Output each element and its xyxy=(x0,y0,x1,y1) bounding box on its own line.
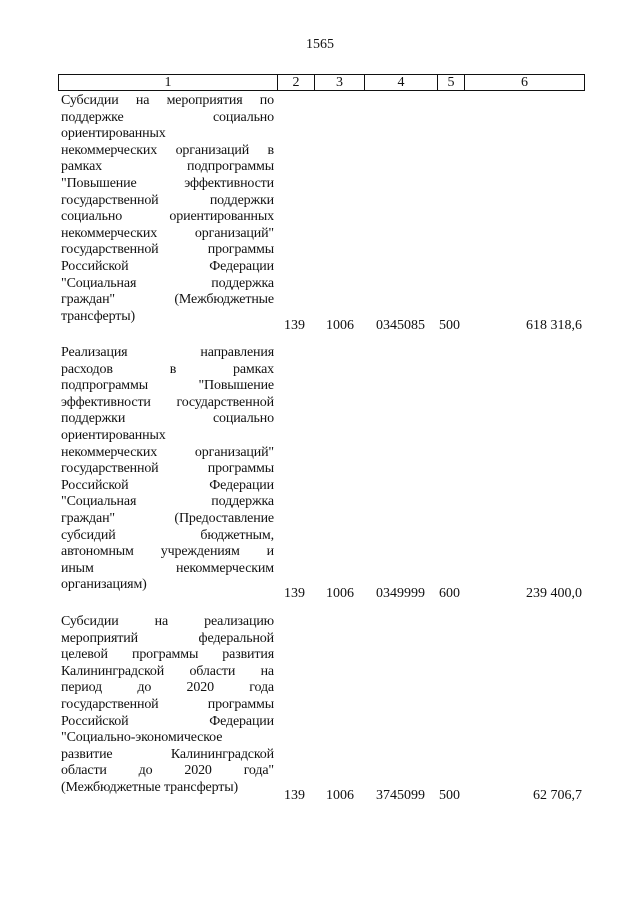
description-line: Субсидии на мероприятия по xyxy=(61,93,274,108)
description-line: "Социальная поддержка xyxy=(61,494,274,510)
description-line: "Повышение эффективности xyxy=(61,175,274,191)
description-line: некоммерческих организаций" xyxy=(61,444,274,460)
cell-col-2: 139 xyxy=(284,318,305,333)
cell-col-2: 139 xyxy=(284,586,305,601)
row-description xyxy=(61,93,274,325)
header-col-1: 1 xyxy=(59,75,278,90)
row-description xyxy=(61,345,274,594)
cell-col-3: 1006 xyxy=(326,788,354,803)
description-line: поддержке социально xyxy=(61,109,274,125)
description-line: расходов в рамках xyxy=(61,361,274,377)
header-col-2: 2 xyxy=(278,75,315,90)
row-description xyxy=(61,614,274,797)
description-line: государственной программы xyxy=(61,461,274,477)
cell-col-5: 600 xyxy=(439,586,460,601)
description-line: граждан" (Предоставление xyxy=(61,510,274,526)
description-line: Российской Федерации xyxy=(61,258,274,274)
description-line: социально ориентированных xyxy=(61,209,274,225)
header-col-4: 4 xyxy=(365,75,438,90)
cell-col-6: 239 400,0 xyxy=(526,586,582,601)
description-line: некоммерческих организаций" xyxy=(61,225,274,241)
cell-col-3: 1006 xyxy=(326,318,354,333)
description-line: Калининградской области на xyxy=(61,663,274,679)
description-line: Российской Федерации xyxy=(61,477,274,493)
description-line: некоммерческих организаций в xyxy=(61,142,274,158)
description-line: граждан" (Межбюджетные xyxy=(61,292,274,308)
description-line: (Межбюджетные трансферты) xyxy=(61,779,238,795)
cell-col-4: 3745099 xyxy=(376,788,425,803)
description-line: субсидий бюджетным, xyxy=(61,527,274,543)
cell-col-4: 0349999 xyxy=(376,586,425,601)
description-line: рамках подпрограммы xyxy=(61,159,274,175)
description-line: развитие Калининградской xyxy=(61,746,274,762)
description-line: Реализация направления xyxy=(61,345,274,360)
description-line: Субсидии на реализацию xyxy=(61,614,274,629)
cell-col-5: 500 xyxy=(439,318,460,333)
description-line: организациям) xyxy=(61,577,147,593)
description-line: ориентированных xyxy=(61,126,166,142)
description-line: эффективности государственной xyxy=(61,394,274,410)
cell-col-5: 500 xyxy=(439,788,460,803)
description-line: "Социально-экономическое xyxy=(61,730,223,746)
description-line: государственной поддержки xyxy=(61,192,274,208)
description-line: государственной программы xyxy=(61,242,274,258)
cell-col-6: 62 706,7 xyxy=(533,788,582,803)
description-line: трансферты) xyxy=(61,308,136,324)
description-line: "Социальная поддержка xyxy=(61,275,274,291)
page-number: 1565 xyxy=(306,37,334,52)
header-col-3: 3 xyxy=(315,75,365,90)
description-line: целевой программы развития xyxy=(61,647,274,663)
header-col-6: 6 xyxy=(521,75,528,90)
description-line: период до 2020 года xyxy=(61,680,274,696)
description-line: государственной программы xyxy=(61,696,274,712)
table-header xyxy=(58,74,585,91)
description-line: подпрограммы "Повышение xyxy=(61,378,274,394)
description-line: Российской Федерации xyxy=(61,713,274,729)
description-line: области до 2020 года" xyxy=(61,763,274,779)
description-line: поддержки социально xyxy=(61,411,274,427)
cell-col-4: 0345085 xyxy=(376,318,425,333)
cell-col-6: 618 318,6 xyxy=(526,318,582,333)
description-line: ориентированных xyxy=(61,427,166,443)
cell-col-2: 139 xyxy=(284,788,305,803)
description-line: мероприятий федеральной xyxy=(61,630,274,646)
header-col-5: 5 xyxy=(438,75,465,90)
description-line: иным некоммерческим xyxy=(61,560,274,576)
cell-col-3: 1006 xyxy=(326,586,354,601)
description-line: автономным учреждениям и xyxy=(61,544,274,560)
